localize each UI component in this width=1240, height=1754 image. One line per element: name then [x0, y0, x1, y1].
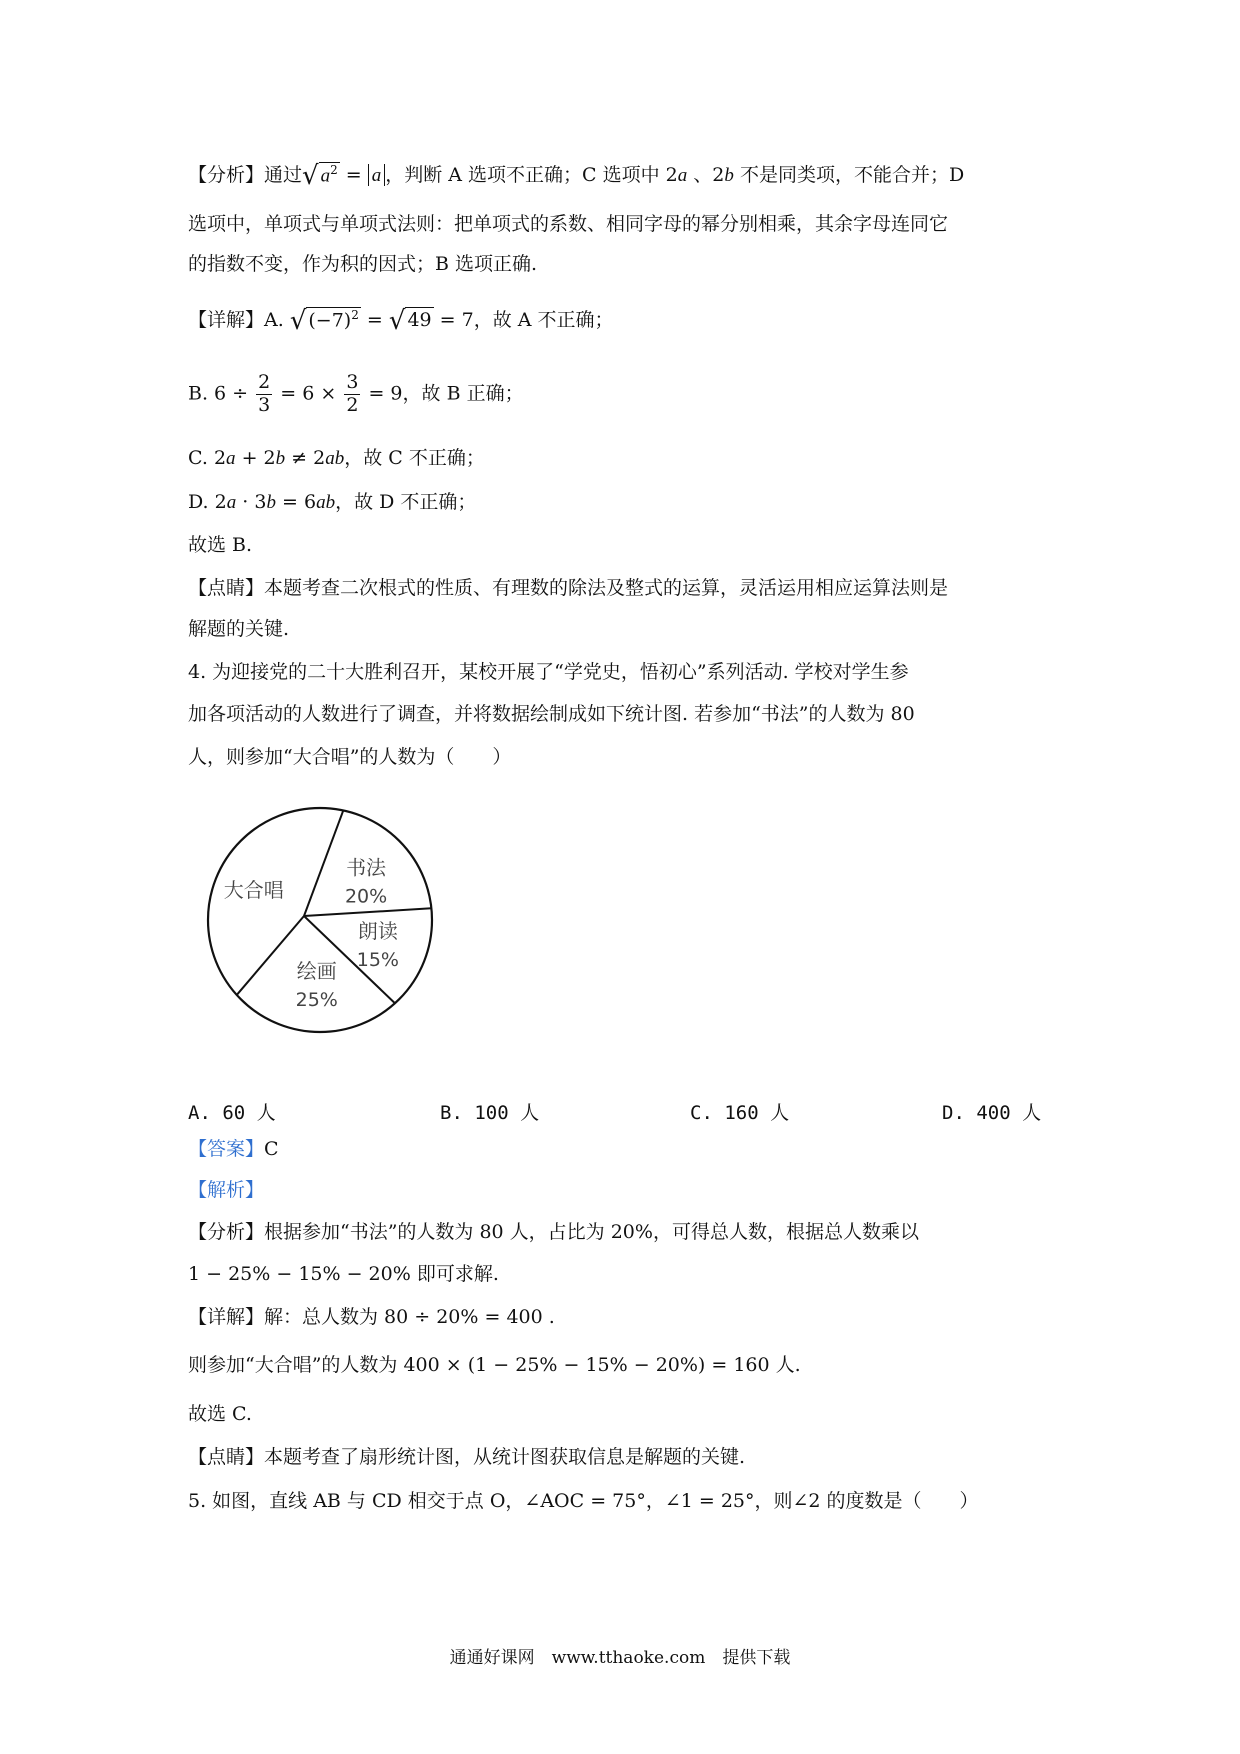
q3-detail-c-suffix: ，故 C 不正确；	[344, 447, 485, 469]
q3-detail-a: 【详解】A. √ $(-7)^2$ = √ 49 = 7，故 A 不正确；	[188, 305, 614, 339]
q3-detail-b-suffix: ，故 B 正确；	[402, 382, 524, 405]
slice-langdu-label: 朗读	[357, 919, 398, 944]
q3-detail-d-suffix: ，故 D 不正确；	[335, 491, 477, 513]
q4-detail-line1: 【详解】解：总人数为 80 ÷ 20% = 400 .	[188, 1306, 555, 1328]
sqrt-expression: √ $(-7)^2$	[289, 306, 359, 336]
q3-choose: 故选 B.	[188, 534, 253, 556]
option-b[interactable]: B. 100 人	[440, 1102, 540, 1124]
sqrt-a-squared: √ $a^2$	[302, 161, 338, 191]
option-c[interactable]: C. 160 人	[690, 1102, 790, 1124]
q4-answer	[188, 1137, 279, 1162]
q4-stem-line1: 4. 为迎接党的二十大胜利召开，某校开展了“学党史，悟初心”系列活动. 学校对学生参	[188, 661, 909, 683]
option-a[interactable]: A. 60 人	[188, 1102, 276, 1124]
fraction-3-2: $\frac{3}{2}$	[346, 371, 359, 416]
sqrt-expression: √ 49	[388, 306, 432, 336]
q3-comment-line2: 解题的关键.	[188, 618, 290, 640]
q3-analysis-line3: 的指数不变，作为积的因式；B 选项正确.	[188, 253, 538, 275]
q4-jiexi-label: 【解析】	[188, 1179, 265, 1201]
q4-detail-line2: 则参加“大合唱”的人数为 400 × (1 − 25% − 15% − 20%) = 160 人.	[188, 1354, 801, 1376]
fraction-2-3: $\frac{2}{3}$	[258, 371, 271, 416]
q3-analysis-line1: 【分析】通过√ $a^2 = a$ ，判断 A 选项不正确；C 选项中 2a 、2b 不是同类项，不能合并；D	[188, 160, 964, 194]
q3-analysis-line2: 选项中，单项式与单项式法则：把单项式的系数、相同字母的幂分别相乘，其余字母连同它	[188, 213, 949, 235]
option-d[interactable]: D. 400 人	[942, 1102, 1042, 1124]
slice-huihua-percent: 25%	[295, 988, 338, 1011]
answer-label: 【答案】	[188, 1138, 265, 1160]
q3-comment-line1: 【点睛】本题考查二次根式的性质、有理数的除法及整式的运算，灵活运用相应运算法则是	[188, 577, 949, 599]
q4-stem-line2: 加各项活动的人数进行了调查，并将数据绘制成如下统计图. 若参加“书法”的人数为 80	[188, 703, 915, 725]
q5-stem: 5. 如图，直线 AB 与 CD 相交于点 O，∠AOC = 75°，∠1 = 25°，则∠2 的度数是（ ）	[188, 1490, 979, 1512]
answer-value: C	[264, 1138, 279, 1160]
q3-detail-a-label: 【详解】A.	[188, 309, 284, 331]
q3-detail-d-label: D.	[188, 491, 209, 513]
q3-detail-c: C. 2a + 2b ≠ 2ab，故 C 不正确；	[188, 447, 485, 469]
q3-detail-c-label: C.	[188, 447, 208, 469]
slice-shufa-percent: 20%	[344, 885, 388, 908]
q3-analysis-text: 【分析】通过	[188, 164, 303, 186]
q3-detail-b: B. 6 ÷ $\frac{2}{3}$ = 6 × $\frac{3}{2}$ = 9，故 B 正确；	[188, 371, 524, 416]
q4-comment: 【点睛】本题考查了扇形统计图，从统计图获取信息是解题的关键.	[188, 1446, 746, 1468]
slice-dahechang-label: 大合唱	[223, 878, 284, 902]
slice-huihua-label: 绘画	[296, 958, 337, 983]
q4-analysis-line2: 1 − 25% − 15% − 20% 即可求解.	[188, 1263, 499, 1285]
slice-langdu-percent: 15%	[356, 949, 399, 972]
pie-chart	[200, 800, 440, 1040]
q3-analysis-text: 不是同类项，不能合并；D	[739, 164, 965, 186]
q3-detail-a-suffix: ，故 A 不正确；	[473, 309, 614, 331]
q3-analysis-text: ，判断 A 选项不正确；C 选项中	[385, 164, 660, 186]
q3-detail-b-label: B.	[188, 382, 209, 405]
q3-detail-d: D. 2a · 3b = 6ab，故 D 不正确；	[188, 491, 477, 513]
slice-shufa-label: 书法	[346, 855, 387, 880]
page-footer: 通通好课网 www.tthaoke.com 提供下载	[449, 1648, 791, 1668]
q4-analysis-line1: 【分析】根据参加“书法”的人数为 80 人，占比为 20%，可得总人数，根据总人数乘以	[188, 1221, 919, 1243]
q4-stem-line3: 人，则参加“大合唱”的人数为（ ）	[188, 746, 512, 768]
q4-choose: 故选 C.	[188, 1403, 252, 1425]
